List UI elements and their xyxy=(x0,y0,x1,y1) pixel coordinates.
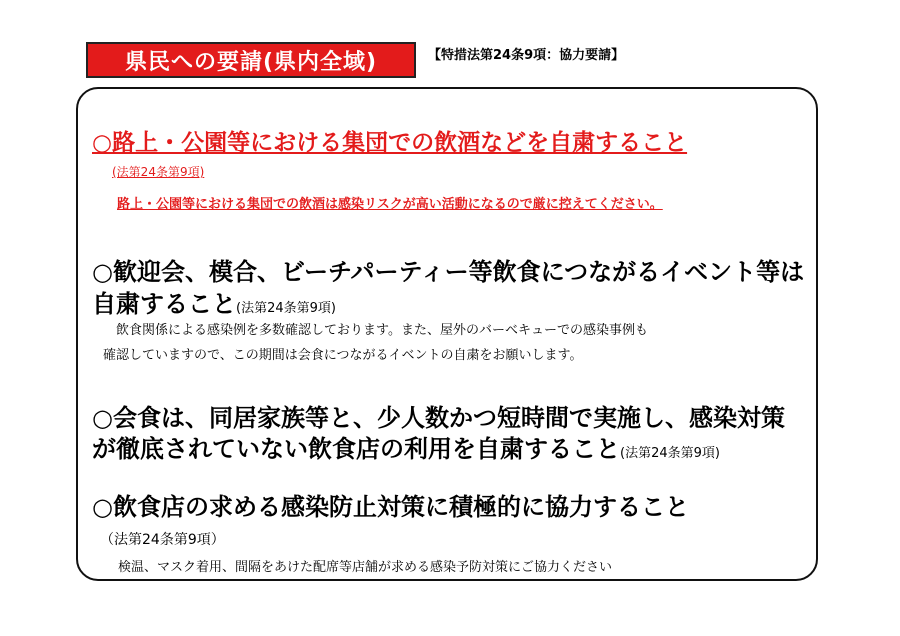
section-2-heading-line2 xyxy=(92,284,336,319)
section-4-description: 検温、マスク着用、間隔をあけた配席等店舗が求める感染予防対策にご協力ください xyxy=(118,560,613,575)
section-2-law: (法第24条第9項) xyxy=(236,301,336,316)
page-title: 県民への要請(県内全域) xyxy=(124,49,378,75)
section-3-heading-text: が徹底されていない飲食店の利用を自粛すること xyxy=(92,435,620,463)
law-reference: 【特措法第24条9項：協力要請】 xyxy=(428,48,625,63)
section-2-description-line1: 飲食関係による感染例を多数確認しております。また、屋外のバーベキューでの感染事例も xyxy=(116,323,648,338)
section-2-heading-text: 自粛すること xyxy=(92,290,236,318)
section-4-law: （法第24条第9項） xyxy=(100,532,225,548)
section-4-heading: ○飲食店の求める感染防止対策に積極的に協力すること xyxy=(92,493,689,521)
section-1-law: (法第24条第9項) xyxy=(112,165,205,179)
section-3-heading-line2 xyxy=(92,429,720,464)
section-1-description: 路上・公園等における集団での飲酒は感染リスクが高い活動になるので厳に控えてください。 xyxy=(117,197,663,212)
title-banner xyxy=(86,42,416,78)
section-3-heading-line1: ○会食は、同居家族等と、少人数かつ短時間で実施し、感染対策 xyxy=(92,404,785,432)
section-2-heading-line1: ○歓迎会、模合、ビーチパーティー等飲食につながるイベント等は xyxy=(92,258,805,286)
section-1-heading: ○路上・公園等における集団での飲酒などを自粛すること xyxy=(92,130,688,156)
section-2-description-line2: 確認していますので、この期間は会食につながるイベントの自粛をお願いします。 xyxy=(103,348,583,363)
section-3-law: (法第24条第9項) xyxy=(620,446,720,461)
